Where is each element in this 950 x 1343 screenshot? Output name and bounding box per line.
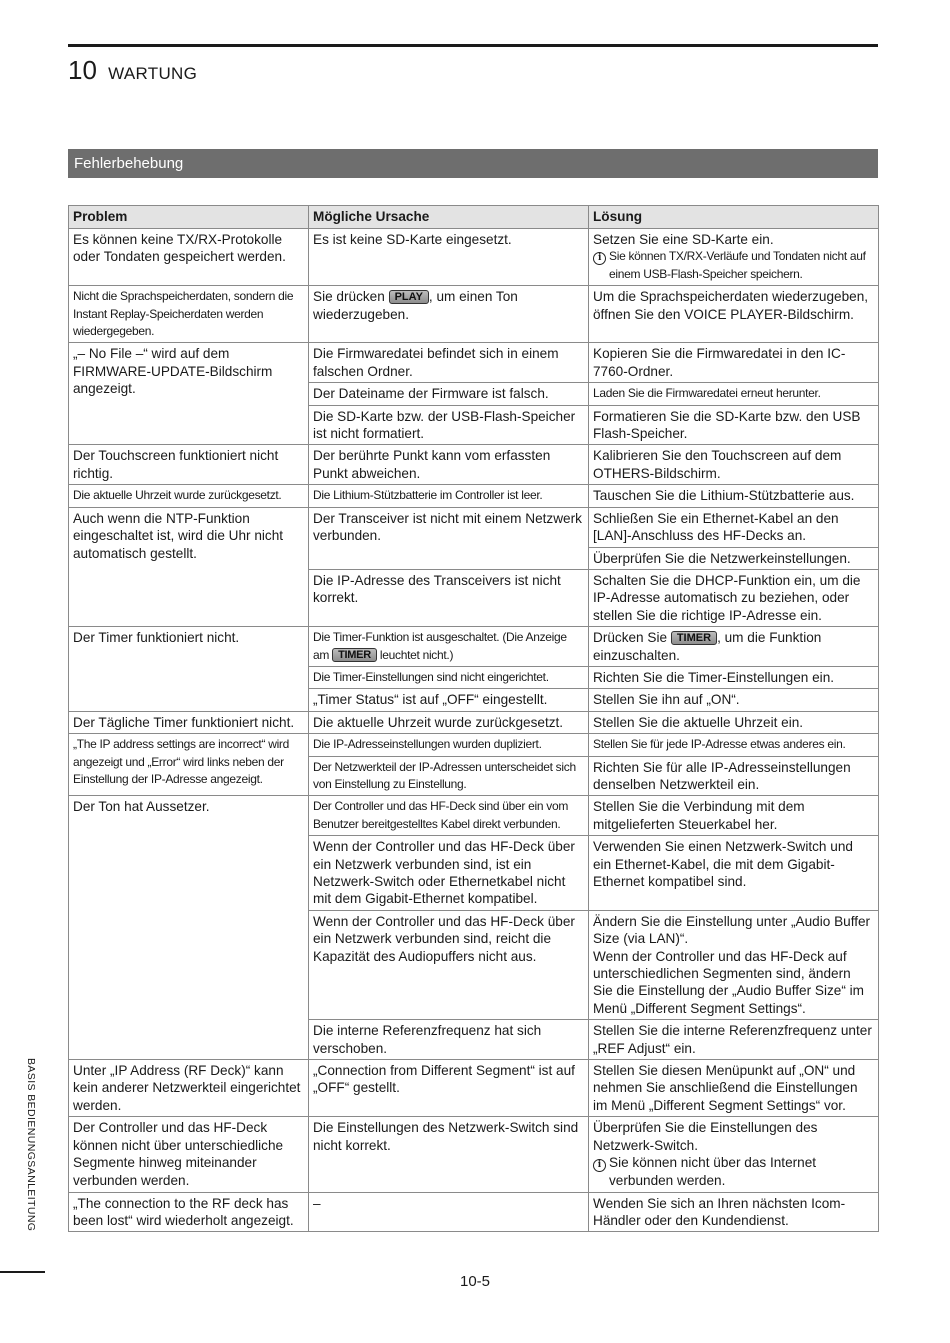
- cause-text: leuchtet nicht.): [379, 647, 454, 662]
- cause-cell: Die IP-Adresse des Transceivers ist nicht korrekt.: [309, 569, 589, 626]
- solution-cell: Formatieren Sie die SD-Karte bzw. den USB Flash-Speicher.: [589, 405, 879, 445]
- solution-cell: Wenden Sie sich an Ihren nächsten Icom-Händler oder den Kundendienst.: [589, 1192, 879, 1232]
- solution-cell: [589, 1117, 879, 1192]
- solution-cell: Überprüfen Sie die Netzwerkeinstellungen.: [589, 547, 879, 569]
- solution-cell: Stellen Sie diesen Menüpunkt auf „ON“ und nehmen Sie anschließend die Einstellungen im Menü „Different Segment Settings“ vor.: [589, 1060, 879, 1117]
- problem-cell: Der Tägliche Timer funktioniert nicht.: [69, 711, 309, 733]
- cause-text: Sie drücken: [313, 289, 385, 305]
- note: [593, 248, 874, 283]
- table-row: [69, 1192, 879, 1232]
- problem-cell: Der Timer funktioniert nicht.: [69, 627, 309, 712]
- table-row: [69, 229, 879, 286]
- solution-cell: Richten Sie für alle IP-Adresseinstellungen denselben Netzwerkteil ein.: [589, 756, 879, 796]
- cause-cell: Es ist keine SD-Karte eingesetzt.: [309, 229, 589, 286]
- problem-cell: „The connection to the RF deck has been lost“ wird wiederholt angezeigt.: [69, 1192, 309, 1232]
- info-circle-icon: i: [593, 252, 606, 265]
- solution-cell: [589, 910, 879, 1019]
- note-text: Sie können nicht über das Internet verbunden werden.: [609, 1155, 817, 1189]
- table-row: [69, 1117, 879, 1192]
- side-rule: [0, 1271, 45, 1273]
- solution-cell: Stellen Sie die interne Referenzfrequenz unter „REF Adjust“ ein.: [589, 1020, 879, 1060]
- solution-cell: Richten Sie die Timer-Einstellungen ein.: [589, 666, 879, 688]
- troubleshooting-table: [68, 205, 879, 1232]
- cause-cell: Der Transceiver ist nicht mit einem Netzwerk verbunden.: [309, 507, 589, 569]
- table-row: [69, 796, 879, 836]
- cause-cell: Die Firmwaredatei befindet sich in einem falschen Ordner.: [309, 343, 589, 383]
- timer-key: TIMER: [332, 648, 377, 662]
- header-solution: Lösung: [589, 206, 879, 229]
- table-row: [69, 734, 879, 756]
- top-rule: [68, 44, 878, 47]
- cause-cell: [309, 286, 589, 343]
- solution-cell: Stellen Sie für jede IP-Adresse etwas anderes ein.: [589, 734, 879, 756]
- solution-cell: [589, 229, 879, 286]
- table-row: [69, 485, 879, 507]
- cause-cell: Der Netzwerkteil der IP-Adressen unterscheidet sich von Einstellung zu Einstellung.: [309, 756, 589, 796]
- cause-cell: Die Timer-Einstellungen sind nicht eingerichtet.: [309, 666, 589, 688]
- cause-cell: „Timer Status“ ist auf „OFF“ eingestellt.: [309, 689, 589, 711]
- note-text: Sie können TX/RX-Verläufe und Tondaten nicht auf einem USB-Flash-Speicher speichern.: [609, 249, 866, 281]
- solution-cell: Stellen Sie die aktuelle Uhrzeit ein.: [589, 711, 879, 733]
- problem-cell: Die aktuelle Uhrzeit wurde zurückgesetzt.: [69, 485, 309, 507]
- solution-cell: Tauschen Sie die Lithium-Stützbatterie aus.: [589, 485, 879, 507]
- cause-cell: Die SD-Karte bzw. der USB-Flash-Speicher ist nicht formatiert.: [309, 405, 589, 445]
- table-header-row: [69, 206, 879, 229]
- solution-cell: Schalten Sie die DHCP-Funktion ein, um die IP-Adresse automatisch zu beziehen, oder stellen Sie die richtige IP-Adresse ein.: [589, 569, 879, 626]
- chapter-number: 10: [68, 55, 97, 85]
- cause-cell: Die IP-Adresseinstellungen wurden dupliziert.: [309, 734, 589, 756]
- problem-cell: Der Ton hat Aussetzer.: [69, 796, 309, 1060]
- solution-text: , um die Funktion einzuschalten.: [593, 630, 822, 663]
- header-problem: Problem: [69, 206, 309, 229]
- table-row: [69, 286, 879, 343]
- chapter-heading: [68, 54, 197, 90]
- solution-cell: Stellen Sie ihn auf „ON“.: [589, 689, 879, 711]
- solution-cell: Schließen Sie ein Ethernet-Kabel an den [LAN]-Anschluss des HF-Decks an.: [589, 507, 879, 547]
- section-title: Fehlerbehebung: [68, 149, 878, 178]
- cause-cell: Wenn der Controller und das HF-Deck über ein Netzwerk verbunden sind, reicht die Kapazität des Audiopuffers nicht aus.: [309, 910, 589, 1019]
- cause-cell: Der Dateiname der Firmware ist falsch.: [309, 383, 589, 405]
- problem-cell: Auch wenn die NTP-Funktion eingeschaltet ist, wird die Uhr nicht automatisch gestellt.: [69, 507, 309, 626]
- table-row: [69, 343, 879, 383]
- cause-text: , um einen Ton wiederzugeben.: [313, 289, 518, 322]
- timer-key: TIMER: [671, 631, 717, 645]
- cause-cell: Der Controller und das HF-Deck sind über ein vom Benutzer bereitgestelltes Kabel direkt verbunden.: [309, 796, 589, 836]
- solution-cell: Laden Sie die Firmwaredatei erneut herunter.: [589, 383, 879, 405]
- solution-text: Ändern Sie die Einstellung unter „Audio Buffer Size (via LAN)“.: [593, 913, 871, 947]
- cause-cell: Die aktuelle Uhrzeit wurde zurückgesetzt.: [309, 711, 589, 733]
- solution-cell: Kalibrieren Sie den Touchscreen auf dem OTHERS-Bildschirm.: [589, 445, 879, 485]
- table-row: [69, 711, 879, 733]
- solution-text: Drücken Sie: [593, 630, 668, 646]
- cause-cell: Wenn der Controller und das HF-Deck über ein Netzwerk verbunden sind, ist ein Netzwerk-Switch oder Ethernetkabel nicht mit dem Gigabit-Ethernet kompatibel.: [309, 836, 589, 911]
- table-row: [69, 1060, 879, 1117]
- solution-cell: [589, 627, 879, 667]
- cause-cell: [309, 627, 589, 667]
- problem-cell: „– No File –“ wird auf dem FIRMWARE-UPDATE-Bildschirm angezeigt.: [69, 343, 309, 445]
- problem-cell: Der Controller und das HF-Deck können nicht über unterschiedliche Segmente hinweg miteinander verbunden werden.: [69, 1117, 309, 1192]
- solution-cell: Stellen Sie die Verbindung mit dem mitgelieferten Steuerkabel her.: [589, 796, 879, 836]
- chapter-title: WARTUNG: [108, 64, 198, 83]
- table-row: [69, 627, 879, 667]
- problem-cell: Unter „IP Address (RF Deck)“ kann kein anderer Netzwerkteil eingerichtet werden.: [69, 1060, 309, 1117]
- side-label: BASIS BEDIENUNGSANLEITUNG: [25, 1058, 37, 1232]
- solution-cell: Kopieren Sie die Firmwaredatei in den IC-7760-Ordner.: [589, 343, 879, 383]
- note: [593, 1154, 874, 1189]
- cause-cell: –: [309, 1192, 589, 1232]
- table-row: [69, 507, 879, 547]
- solution-text: Setzen Sie eine SD-Karte ein.: [593, 232, 774, 247]
- solution-text: Wenn der Controller und das HF-Deck auf unterschiedlichen Segmenten sind, ändern Sie die Einstellung der „Audio Buffer Size“ im Menü „Different Segment Settings“.: [593, 948, 865, 1016]
- solution-cell: Verwenden Sie einen Netzwerk-Switch und ein Ethernet-Kabel, die mit dem Gigabit-Ethernet kompatibel sind.: [589, 836, 879, 911]
- solution-cell: Um die Sprachspeicherdaten wiederzugeben, öffnen Sie den VOICE PLAYER-Bildschirm.: [589, 286, 879, 343]
- table-row: [69, 445, 879, 485]
- page-number: 10-5: [459, 1273, 491, 1290]
- play-key: PLAY: [389, 290, 429, 304]
- cause-cell: Die Einstellungen des Netzwerk-Switch sind nicht korrekt.: [309, 1117, 589, 1192]
- problem-cell: Nicht die Sprachspeicherdaten, sondern die Instant Replay-Speicherdaten werden wiedergegeben.: [69, 286, 309, 343]
- problem-cell: Der Touchscreen funktioniert nicht richtig.: [69, 445, 309, 485]
- cause-text: Die Timer-Funktion ist ausgeschaltet. (Die Anzeige am: [313, 630, 567, 662]
- problem-cell: Es können keine TX/RX-Protokolle oder Tondaten gespeichert werden.: [69, 229, 309, 286]
- cause-cell: „Connection from Different Segment“ ist auf „OFF“ gestellt.: [309, 1060, 589, 1117]
- cause-cell: Die Lithium-Stützbatterie im Controller ist leer.: [309, 485, 589, 507]
- cause-cell: Der berührte Punkt kann vom erfassten Punkt abweichen.: [309, 445, 589, 485]
- info-circle-icon: i: [593, 1159, 606, 1172]
- header-cause: Mögliche Ursache: [309, 206, 589, 229]
- problem-cell: „The IP address settings are incorrect“ wird angezeigt und „Error“ wird links neben der Einstellung der IP-Adresse angezeigt.: [69, 734, 309, 796]
- cause-cell: Die interne Referenzfrequenz hat sich verschoben.: [309, 1020, 589, 1060]
- solution-text: Überprüfen Sie die Einstellungen des Netzwerk-Switch.: [593, 1120, 818, 1153]
